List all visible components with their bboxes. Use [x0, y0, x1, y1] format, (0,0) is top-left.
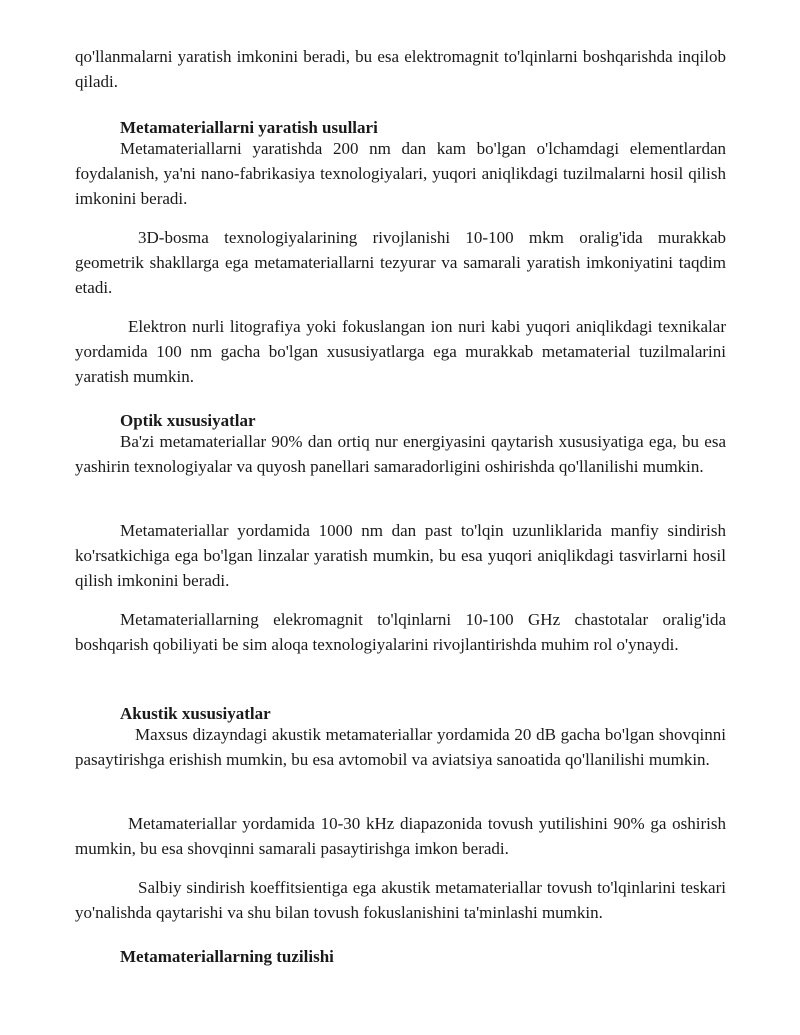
paragraph-optical-1: Ba'zi metamateriallar 90% dan ortiq nur energiyasini qaytarish xususiyatiga ega, bu esa yashirin texnologiyalar va quyosh panellari samaradorligini oshirishda qo'llanilishi mumkin. — [75, 432, 726, 476]
paragraph-acoustic-1: Maxsus dizayndagi akustik metamateriallar yordamida 20 dB gacha bo'lgan shovqinni pasaytirishga erishish mumkin, bu esa avtomobil va aviatsiya sanoatida qo'llanilishi mumkin. — [75, 725, 726, 769]
paragraph-acoustic-2: Metamateriallar yordamida 10-30 kHz diapazonida tovush yutilishini 90% ga oshirish mumkin, bu esa shovqinni samarali pasaytirishga imkon beradi. — [75, 814, 726, 858]
paragraph-acoustic-3: Salbiy sindirish koeffitsientiga ega akustik metamateriallar tovush to'lqinlarini teskari yo'nalishda qaytarishi va shu bilan tovush fokuslanishini ta'minlashi mumkin. — [75, 878, 726, 922]
heading-methods: Metamateriallarni yaratish usullari — [120, 118, 378, 137]
heading-structure: Metamateriallarning tuzilishi — [120, 947, 334, 966]
paragraph-methods-3: Elektron nurli litografiya yoki fokuslangan ion nuri kabi yuqori aniqlikdagi texnikalar yordamida 100 nm gacha bo'lgan xususiyatlarga ega murakkab metamaterial tuzilmalarini yaratish mumkin. — [75, 317, 726, 386]
paragraph-intro: qo'llanmalarni yaratish imkonini beradi, bu esa elektromagnit to'lqinlarni boshqarishda inqilob qiladi. — [75, 47, 726, 91]
paragraph-methods-1: Metamateriallarni yaratishda 200 nm dan kam bo'lgan o'lchamdagi elementlardan foydalanish, ya'ni nano-fabrikasiya texnologiyalari, yuqori aniqlikdagi tuzilmalarni hosil qilish imkonini beradi. — [75, 139, 726, 208]
paragraph-optical-3: Metamateriallarning elekromagnit to'lqinlarni 10-100 GHz chastotalar oralig'ida boshqarish qobiliyati be sim aloqa texnologiyalarini rivojlantirishda muhim rol o'ynaydi. — [75, 610, 726, 654]
paragraph-optical-2: Metamateriallar yordamida 1000 nm dan past to'lqin uzunliklarida manfiy sindirish ko'rsatkichiga ega bo'lgan linzalar yaratish mumkin, bu esa yuqori aniqlikdagi tasvirlarni hosil qilish imkonini beradi. — [75, 521, 726, 590]
heading-acoustic: Akustik xususiyatlar — [120, 704, 271, 723]
heading-optical: Optik xususiyatlar — [120, 411, 256, 430]
paragraph-methods-2: 3D-bosma texnologiyalarining rivojlanishi 10-100 mkm oralig'ida murakkab geometrik shakllarga ega metamateriallarni tezyurar va samarali yaratish imkoniyatini taqdim etadi. — [75, 228, 726, 297]
